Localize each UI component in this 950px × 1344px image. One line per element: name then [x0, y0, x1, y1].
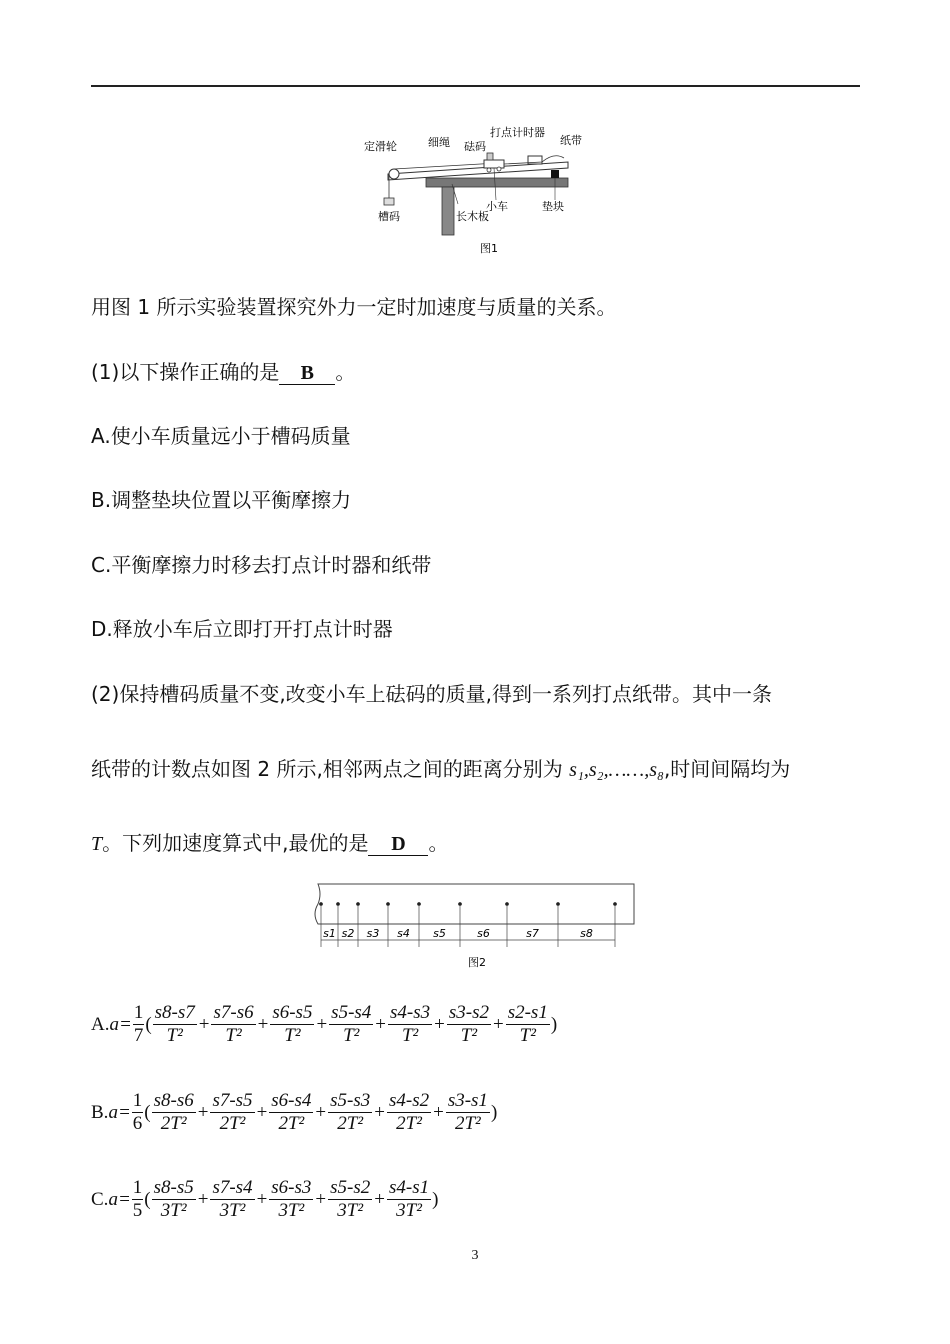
formula-a-term-5: $\frac{s4-s3}{\text{T²}}$ — [390, 1002, 431, 1046]
formula-b-term-1: $\frac{s8-s6}{\text{2T²}}$ — [153, 1090, 194, 1134]
q2-answer-blank: D — [368, 833, 428, 856]
q1-option-d: D.释放小车后立即打开打点计时器 — [91, 617, 393, 641]
formula-b-term-5: $\frac{s4-s2}{\text{2T²}}$ — [388, 1090, 430, 1134]
q2-line-1: (2)保持槽码质量不变,改变小车上砝码的质量,得到一系列打点纸带。其中一条 — [91, 682, 773, 706]
formula-b-lhs: a= — [108, 1101, 131, 1123]
formula-b-term-4: $\frac{s5-s3}{\text{2T²}}$ — [330, 1090, 371, 1134]
label-tape: 纸带 — [560, 134, 582, 147]
figure-2-caption: 图2 — [468, 956, 486, 969]
formula-b-label: B. — [91, 1101, 109, 1123]
q2-vars: s₁,s₂,……,s₈ — [569, 759, 664, 781]
label-board: 长木板 — [456, 210, 489, 223]
formula-b-term-6: $\frac{s3-s1}{\text{2T²}}$ — [447, 1090, 488, 1134]
q2-line-2a: 纸带的计数点如图 2 所示,相邻两点之间的距离分别为 — [91, 757, 570, 781]
formula-a-term-2: $\frac{s7-s6}{\text{T²}}$ — [213, 1002, 254, 1046]
label-cart: 小车 — [486, 200, 508, 213]
segment-label-7: s7 — [526, 927, 539, 940]
formula-c-coefficient: $\frac{1}{5}$ — [132, 1177, 143, 1221]
label-hanging-mass: 槽码 — [378, 210, 400, 223]
label-weights: 砝码 — [464, 140, 486, 153]
formula-a-term-6: $\frac{s3-s2}{\text{T²}}$ — [448, 1002, 489, 1046]
q2-line-3 — [91, 831, 448, 856]
header-rule — [91, 85, 860, 87]
page-number: 3 — [471, 1248, 479, 1263]
formula-c-term-4: $\frac{s5-s2}{\text{3T²}}$ — [330, 1177, 371, 1221]
formula-c-term-3: $\frac{s6-s3}{\text{3T²}}$ — [271, 1177, 312, 1221]
label-pulley: 定滑轮 — [364, 140, 397, 153]
formula-a-coefficient: $\frac{1}{7}$ — [133, 1002, 144, 1046]
q1-option-b: B.调整垫块位置以平衡摩擦力 — [91, 488, 352, 512]
question-1 — [91, 360, 355, 385]
segment-label-4: s4 — [397, 927, 410, 940]
pulley — [389, 169, 399, 179]
label-timer: 打点计时器 — [490, 126, 545, 139]
formula-b-coefficient: $\frac{1}{6}$ — [132, 1090, 143, 1134]
formula-a-term-7: $\frac{s2-s1}{\text{T²}}$ — [507, 1002, 548, 1046]
segment-label-3: s3 — [366, 927, 380, 940]
label-block: 垫块 — [542, 200, 564, 213]
table-leg — [442, 187, 454, 235]
q2-line-3a: 。下列加速度算式中,最优的是 — [102, 831, 369, 855]
formula-c-term-1: $\frac{s8-s5}{\text{3T²}}$ — [153, 1177, 194, 1221]
formula-c-label: C. — [91, 1188, 109, 1210]
figure-1-caption: 图1 — [480, 242, 498, 255]
formula-b-term-3: $\frac{s6-s4}{\text{2T²}}$ — [271, 1090, 312, 1134]
q2-line-2b: ,时间间隔均为 — [663, 757, 791, 781]
pad-block — [551, 170, 559, 178]
q2-suffix: 。 — [428, 831, 449, 855]
long-board — [388, 162, 568, 180]
formula-c-term-2: $\frac{s7-s4}{\text{3T²}}$ — [212, 1177, 253, 1221]
formula-a-term-3: $\frac{s6-s5}{\text{T²}}$ — [272, 1002, 313, 1046]
segment-label-6: s6 — [477, 927, 490, 940]
weights — [487, 153, 493, 160]
tape-outline — [315, 884, 634, 924]
cart — [484, 160, 504, 168]
intro-text: 用图 1 所示实验装置探究外力一定时加速度与质量的关系。 — [91, 295, 617, 319]
segment-label-2: s2 — [341, 927, 355, 940]
formula-c-term-5: $\frac{s4-s1}{\text{3T²}}$ — [388, 1177, 430, 1221]
segment-label-8: s8 — [580, 927, 593, 940]
q1-suffix: 。 — [335, 360, 356, 384]
q2-var-t: T — [91, 833, 103, 855]
q1-option-a: A.使小车质量远小于槽码质量 — [91, 424, 351, 448]
formula-c: C. a= $\frac{1}{5}$ ( $\frac{s8-s5}{\text{3T²}}$ + $\frac{s7-s4}{\text{3T²}}$ + $\frac{s6-s3}{\text{3T²}}$ + $\frac{s5-s2}{\text{3T²}}$ + $\frac{s4-s1}{\text{3T²}}$ ) — [91, 1177, 439, 1221]
q1-prefix: (1)以下操作正确的是 — [91, 360, 280, 384]
formula-b: B. a= $\frac{1}{6}$ ( $\frac{s8-s6}{\text{2T²}}$ + $\frac{s7-s5}{\text{2T²}}$ + $\frac{s6-s4}{\text{2T²}}$ + $\frac{s5-s3}{\text{2T²}}$ + $\frac{s4-s2}{\text{2T²}}$ + $\frac{s3-s1}{\text{2T²}}$ ) — [91, 1090, 498, 1134]
formula-a-term-4: $\frac{s5-s4}{\text{T²}}$ — [331, 1002, 372, 1046]
formula-a: A. a= $\frac{1}{7}$ ( $\frac{s8-s7}{\text{T²}}$ + $\frac{s7-s6}{\text{T²}}$ + $\frac{s6-s5}{\text{T²}}$ + $\frac{s5-s4}{\text{T²}}$ + $\frac{s4-s3}{\text{T²}}$ + $\frac{s3-s2}{\text{T²}}$ + $\frac{s2-s1}{\text{T²}}$ ) — [91, 1002, 558, 1046]
q1-option-c: C.平衡摩擦力时移去打点计时器和纸带 — [91, 553, 432, 577]
segment-label-5: s5 — [433, 927, 446, 940]
formula-c-lhs: a= — [108, 1188, 131, 1210]
hanging-mass — [384, 198, 394, 205]
q2-line-2 — [91, 757, 790, 782]
figure-1-apparatus — [358, 122, 598, 258]
label-string: 细绳 — [428, 136, 450, 149]
formula-a-term-1: $\frac{s8-s7}{\text{T²}}$ — [154, 1002, 195, 1046]
formula-b-term-2: $\frac{s7-s5}{\text{2T²}}$ — [212, 1090, 253, 1134]
figure-2-paper-tape — [308, 880, 638, 976]
table-top — [426, 178, 568, 187]
formula-a-lhs: a= — [109, 1013, 132, 1035]
segment-label-1: s1 — [323, 927, 336, 940]
q1-answer-blank: B — [279, 362, 335, 385]
formula-a-label: A. — [91, 1013, 110, 1035]
